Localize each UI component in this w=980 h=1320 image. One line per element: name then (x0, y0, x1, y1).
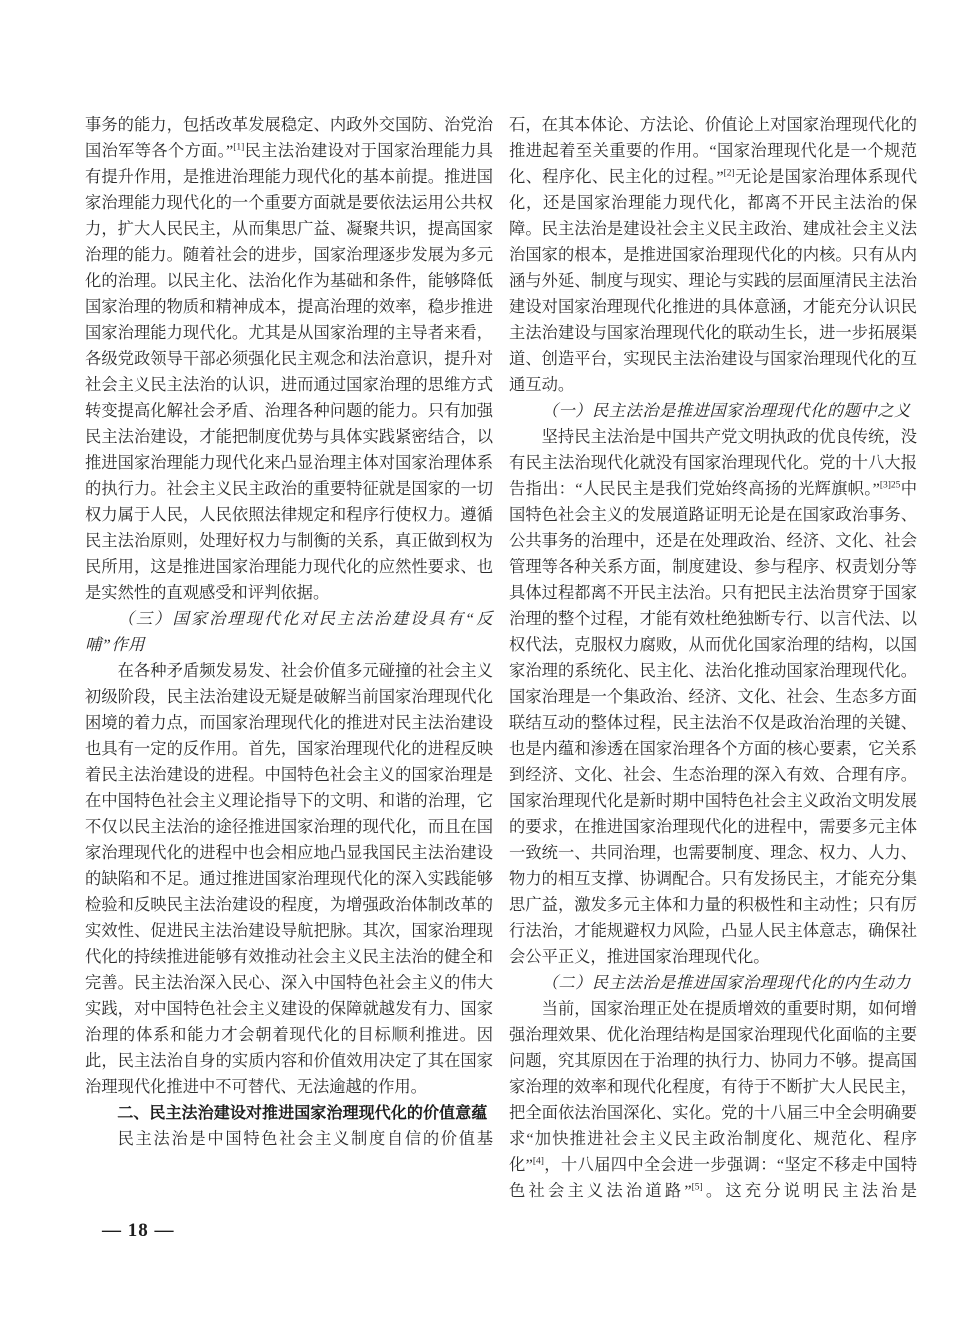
paragraph: 坚持民主法治是中国共产党文明执政的优良传统，没有民主法治现代化就没有国家治理现代化。党的十八大报告指出：“人民民主是我们党始终高扬的光辉旗帜。”$^{[3]25}$中国特色社会主义的发展道路证明无论是在国家政治事务、公共事务的治理中，还是在处理政治、经济、文化、社会管理等各种关系方面，制度建设、参与程序、权责划分等具体过程都离不开民主法治。只有把民主法治贯穿于国家治理的整个过程，才能有效杜绝独断专行、以言代法、以权代法，克服权力腐败，从而优化国家治理的结构，以国家治理的系统化、民主化、法治化推动国家治理现代化。国家治理是一个集政治、经济、文化、社会、生态多方面联结互动的整体过程，民主法治不仅是政治治理的关键、也是内蕴和渗透在国家治理各个方面的核心要素，它关系到经济、文化、社会、生态治理的深入有效、合理有序。国家治理现代化是新时期中国特色社会主义政治文明发展的要求，在推进国家治理现代化的进程中，需要多元主体一致统一、共同治理，也需要制度、理念、权力、人力、物力的相互支撑、协调配合。只有发扬民主，才能充分集思广益，激发多元主体和力量的积极性和主动性；只有厉行法治，才能规避权力风险，凸显人民主体意志，确保社会公平正义，推进国家治理现代化。 (509, 427, 917, 966)
citation-ref: [4] (532, 1156, 544, 1167)
subsection-heading-2: （二）民主法治是推进国家治理现代化的内生动力 (541, 973, 911, 992)
paragraph-continuation: 石，在其本体论、方法论、价值论上对国家治理现代化的推进起着至关重要的作用。“国家治理现代化是一个规范化、程序化、民主化的过程。”[2]无论是国家治理体系现代化，还是国家治理能力现代化，都离不开民主法治的保障。民主法治是建设社会主义民主政治、建成社会主义法治国家的根本，是推进国家治理现代化的内核。只有从内涵与外延、制度与现实、理论与实践的层面厘清民主法治建设对国家治理现代化推进的具体意涵，才能充分认识民主法治建设与国家治理现代化的联动生长，进一步拓展渠道、创造平台，实现民主法治建设与国家治理现代化的互通互动。 (509, 115, 917, 394)
paragraph: 在各种矛盾频发易发、社会价值多元碰撞的社会主义初级阶段，民主法治建设无疑是破解当前国家治理现代化困境的着力点，而国家治理现代化的推进对民主法治建设也具有一定的反作用。首先，国家治理现代化的进程反映着民主法治建设的进程。中国特色社会主义的国家治理是在中国特色社会主义理论指导下的文明、和谐的治理，它不仅以民主法治的途径推进国家治理的现代化，而且在国家治理现代化的进程中也会相应地凸显我国民主法治建设的缺陷和不足。通过推进国家治理现代化的深入实践能够检验和反映民主法治建设的程度，为增强政治体制改革的实效性、促进民主法治建设导航把脉。其次，国家治理现代化的持续推进能够有效推动社会主义民主法治的健全和完善。民主法治深入民心、深入中国特色社会主义的伟大实践，对中国特色社会主义建设的保障就越发有力、国家治理的体系和能力才会朝着现代化的目标顺利推进。因此，民主法治自身的实质内容和价值效用决定了其在国家治理现代化推进中不可替代、无法逾越的作用。 (85, 661, 493, 1096)
subsection-heading-1: （一）民主法治是推进国家治理现代化的题中之义 (541, 401, 911, 420)
citation-ref: [2] (723, 168, 735, 179)
paragraph: 当前，国家治理正处在提质增效的重要时期，如何增强治理效果、优化治理结构是国家治理现代化面临的主要问题，究其原因在于治理的执行力、协同力不够。提高国家治理的效率和现代化程度，有待于不断扩大人民民主，把全面依法治国深化、实化。党的十八届三中全会明确要求“加快推进社会主义民主政治制度化、规范化、程序化”[4]，十八届四中全会进一步强调：“坚定不移走中国特色社会主义法治道路”[5]。这充分说明民主法治是 (509, 999, 917, 1200)
paragraph: 民主法治是中国特色社会主义制度自信的价值基 (117, 1129, 493, 1148)
section-heading-2: 二、民主法治建设对推进国家治理现代化的价值意蕴 (117, 1104, 488, 1122)
subsection-heading-3: （三）国家治理现代化对民主法治建设具有“反哺”作用 (85, 609, 493, 654)
page-number: — 18 — (102, 1220, 175, 1241)
left-column (85, 112, 493, 1204)
citation-ref: [3]25 (879, 480, 901, 491)
paragraph-continuation: 事务的能力，包括改革发展稳定、内政外交国防、治党治国治军等各个方面。”[1]民主法治建设对于国家治理能力具有提升作用，是推进治理能力现代化的基本前提。推进国家治理能力现代化的一个重要方面就是要依法运用公共权力，扩大人民民主，从而集思广益、凝聚共识，提高国家治理的能力。随着社会的进步，国家治理逐步发展为多元化的治理。以民主化、法治化作为基础和条件，能够降低国家治理的物质和精神成本，提高治理的效率，稳步推进国家治理能力现代化。尤其是从国家治理的主导者来看，各级党政领导干部必须强化民主观念和法治意识，提升对社会主义民主法治的认识，进而通过国家治理的思维方式转变提高化解社会矛盾、治理各种问题的能力。只有加强民主法治建设，才能把制度优势与具体实践紧密结合，以推进国家治理能力现代化来凸显治理主体对国家治理体系的执行力。社会主义民主政治的重要特征就是国家的一切权力属于人民，人民依照法律规定和程序行使权力。遵循民主法治原则，处理好权力与制衡的关系，真正做到权为民所用，这是推进国家治理能力现代化的应然性要求、也是实然性的直观感受和评判依据。 (85, 115, 493, 602)
article-body (85, 112, 917, 1204)
right-column (509, 112, 917, 1204)
citation-ref: [5] (691, 1182, 703, 1193)
citation-ref: [1] (233, 142, 245, 153)
